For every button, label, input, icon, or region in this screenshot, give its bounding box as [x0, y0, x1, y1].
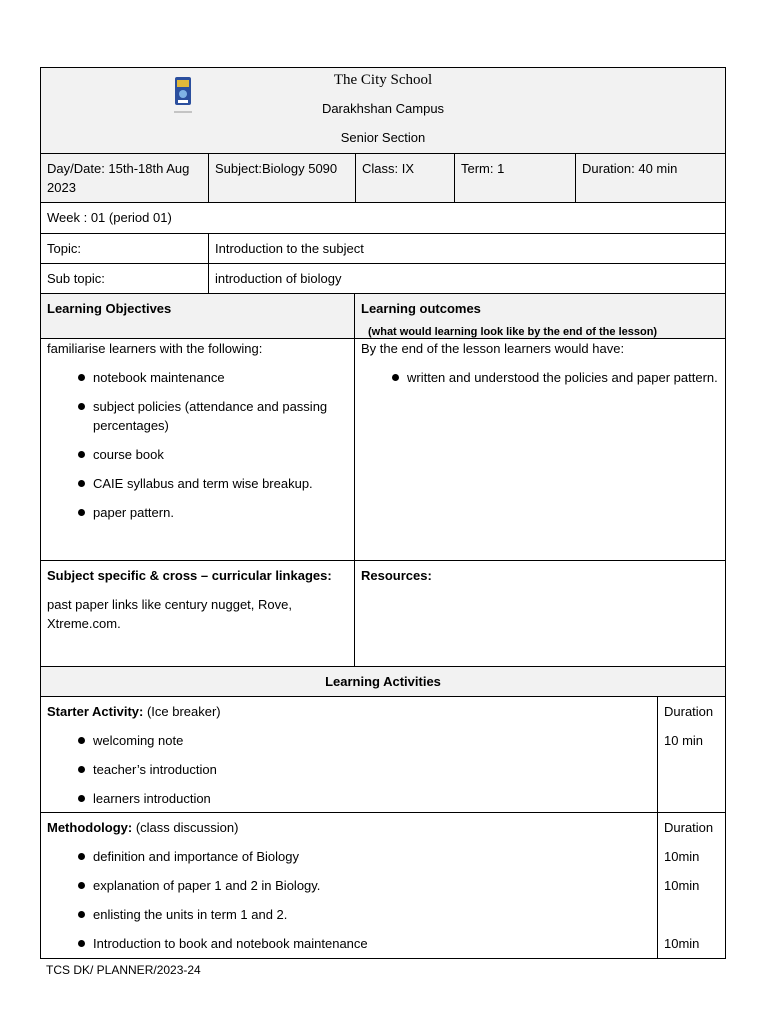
outcomes-subheading: (what would learning look like by the end of the lesson): [368, 326, 658, 338]
resources-heading: Resources:: [354, 561, 725, 666]
methodology-item: definition and importance of Biology: [47, 847, 651, 866]
starter-item: learners introduction: [47, 789, 651, 808]
activities-heading: Learning Activities: [325, 674, 441, 689]
outcomes-intro: By the end of the lesson learners would have:: [361, 341, 625, 356]
subtopic-row: [40, 264, 726, 294]
methodology-row: [40, 813, 726, 959]
term-cell: Term: 1: [454, 154, 575, 202]
lesson-planner-table: [40, 67, 726, 959]
starter-item: teacher’s introduction: [47, 760, 651, 779]
objective-item: paper pattern.: [47, 503, 348, 522]
starter-item: welcoming note: [47, 731, 651, 750]
methodology-item: Introduction to book and notebook maintenance: [47, 934, 651, 953]
subtopic-value: introduction of biology: [208, 264, 725, 293]
class-cell: Class: IX: [355, 154, 454, 202]
objectives-heading: Learning Objectives: [47, 301, 172, 316]
methodology-title: Methodology:: [47, 820, 133, 835]
school-name: The City School: [333, 72, 433, 88]
objective-item: course book: [47, 445, 348, 464]
methodology-duration: [664, 905, 719, 924]
objective-item: CAIE syllabus and term wise breakup.: [47, 474, 348, 493]
objectives-list: [47, 368, 348, 522]
page-footer: TCS DK/ PLANNER/2023-24: [46, 963, 201, 977]
week-cell: Week : 01 (period 01): [47, 210, 172, 225]
duration-cell: Duration: 40 min: [575, 154, 725, 202]
activities-heading-row: [40, 667, 726, 697]
objective-item: subject policies (attendance and passing percentages): [47, 397, 348, 435]
outcome-item: written and understood the policies and paper pattern.: [361, 368, 719, 387]
section-name: Senior Section: [340, 130, 426, 145]
starter-note: (Ice breaker): [143, 704, 221, 719]
objectives-content-row: [40, 339, 726, 561]
methodology-duration: 10min: [664, 936, 700, 951]
linkages-text: past paper links like century nugget, Rove, Xtreme.com.: [47, 597, 292, 631]
starter-row: [40, 697, 726, 813]
info-row: [40, 154, 726, 203]
methodology-item: enlisting the units in term 1 and 2.: [47, 905, 651, 924]
methodology-duration-cell: [657, 813, 725, 958]
methodology-content: [41, 813, 657, 958]
week-row: [40, 203, 726, 234]
campus-name: Darakhshan Campus: [321, 101, 445, 116]
methodology-title-line: [47, 818, 651, 837]
outcomes-heading: Learning outcomes: [361, 301, 481, 316]
objectives-intro: familiarise learners with the following:: [47, 341, 263, 356]
subject-cell: Subject:Biology 5090: [208, 154, 355, 202]
starter-duration: 10 min: [664, 733, 704, 748]
school-logo-icon: [171, 76, 195, 118]
starter-list: [47, 731, 651, 808]
linkages-cell: [41, 561, 354, 666]
starter-title: Starter Activity:: [47, 704, 144, 719]
linkages-row: [40, 561, 726, 667]
methodology-list: [47, 847, 651, 953]
starter-duration-label: Duration: [664, 704, 714, 719]
methodology-duration: 10min: [664, 849, 700, 864]
objective-item: notebook maintenance: [47, 368, 348, 387]
methodology-note: (class discussion): [132, 820, 239, 835]
methodology-item: explanation of paper 1 and 2 in Biology.: [47, 876, 651, 895]
linkages-heading: Subject specific & cross – curricular linkages:: [47, 568, 332, 583]
outcomes-list: [361, 368, 719, 387]
outcomes-heading-cell: [354, 294, 725, 338]
subtopic-label: Sub topic:: [47, 271, 105, 286]
methodology-duration: 10min: [664, 878, 700, 893]
day-date-cell: Day/Date: 15th-18th Aug 2023: [47, 161, 190, 195]
starter-content: [41, 697, 657, 812]
topic-value: Introduction to the subject: [208, 234, 725, 263]
starter-duration-cell: [657, 697, 725, 812]
topic-label: Topic:: [47, 241, 81, 256]
header-block: [40, 67, 726, 154]
objectives-heading-row: [40, 294, 726, 339]
methodology-duration-label: Duration: [664, 820, 714, 835]
starter-title-line: [47, 702, 651, 721]
objectives-content: [41, 339, 354, 560]
topic-row: [40, 234, 726, 264]
outcomes-content: [354, 339, 725, 560]
